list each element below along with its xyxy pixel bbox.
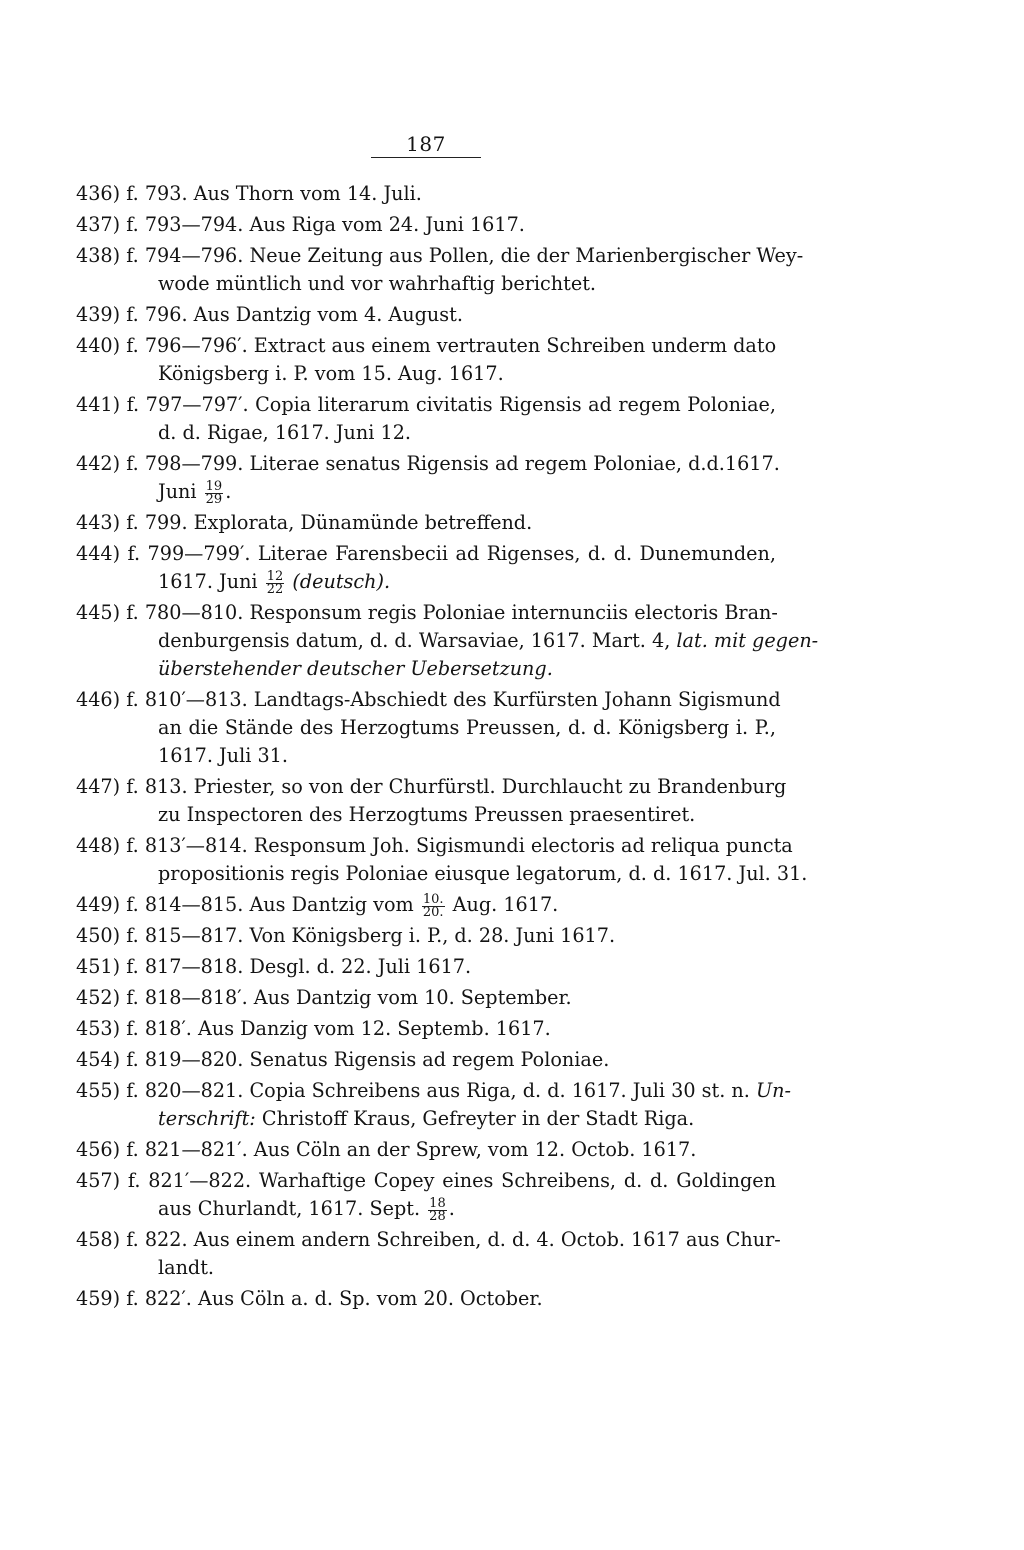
entry-line-continued: propositionis regis Poloniae eiusque legatorum, d. d. 1617. Jul. 31. xyxy=(158,862,808,885)
entry-line-continued: 1617. Juli 31. xyxy=(158,744,288,767)
entry-446 xyxy=(76,686,781,770)
entry-line: 452) f. 818—818′. Aus Dantzig vom 10. September. xyxy=(76,986,572,1009)
entry-line: 458) f. 822. Aus einem andern Schreiben, d. d. 4. Octob. 1617 aus Chur- xyxy=(76,1228,781,1251)
date-text: aus Churlandt, 1617. Sept. xyxy=(158,1197,421,1220)
entry-line: 444) f. 799—799′. Literae Farensbecii ad Rigenses, d. d. Dunemunden, xyxy=(76,542,776,565)
language-note: lat. mit gegen- xyxy=(676,629,819,652)
entry-459 xyxy=(76,1285,776,1313)
entry-442 xyxy=(76,450,780,507)
entry-text: 455) f. 820—821. Copia Schreibens aus Riga, d. d. 1617. Juli 30 st. n. xyxy=(76,1079,750,1102)
entry-line: 441) f. 797—797′. Copia literarum civitatis Rigensis ad regem Poloniae, xyxy=(76,393,776,416)
fraction-denominator: 29 xyxy=(205,491,223,507)
entry-line-continued xyxy=(76,627,819,655)
entry-line: 454) f. 819—820. Senatus Rigensis ad regem Poloniae. xyxy=(76,1048,610,1071)
entry-text: 449) f. 814—815. Aus Dantzig vom xyxy=(76,893,414,916)
fraction-denominator: 28 xyxy=(429,1208,446,1224)
date-tail: . xyxy=(225,480,232,503)
entry-line-continued xyxy=(76,1105,776,1133)
fraction-numerator: 12 xyxy=(266,568,284,584)
entry-458 xyxy=(76,1226,781,1282)
entry-452 xyxy=(76,984,776,1012)
entry-line-continued: an die Stände des Herzogtums Preussen, d. d. Königsberg i. P., xyxy=(158,716,776,739)
entry-line: 451) f. 817—818. Desgl. d. 22. Juli 1617. xyxy=(76,955,472,978)
date-tail: . xyxy=(448,1197,455,1220)
entry-441 xyxy=(76,391,776,447)
entry-436 xyxy=(76,180,776,208)
entry-line xyxy=(76,1077,792,1105)
fraction-denominator: 22 xyxy=(266,581,284,597)
entry-line: 436) f. 793. Aus Thorn vom 14. Juli. xyxy=(76,182,422,205)
date-text: Juni xyxy=(158,480,197,503)
entry-439 xyxy=(76,301,776,329)
entry-list xyxy=(76,180,819,1316)
fraction-numerator: 18 xyxy=(429,1195,446,1211)
entry-456 xyxy=(76,1136,776,1164)
entry-line: 456) f. 821—821′. Aus Cöln an der Sprew, vom 12. Octob. 1617. xyxy=(76,1138,697,1161)
entry-line: 459) f. 822′. Aus Cöln a. d. Sp. vom 20. October. xyxy=(76,1287,543,1310)
entry-447 xyxy=(76,773,787,829)
entry-line: 453) f. 818′. Aus Danzig vom 12. Septemb. 1617. xyxy=(76,1017,551,1040)
date-fraction xyxy=(428,1195,447,1224)
entry-443 xyxy=(76,509,776,537)
fraction-numerator: 10. xyxy=(422,891,444,907)
entry-line xyxy=(76,891,776,919)
entry-line-continued: zu Inspectoren des Herzogtums Preussen praesentiret. xyxy=(158,803,696,826)
language-note: (deutsch). xyxy=(292,570,391,593)
signature-label: terschrift: xyxy=(158,1107,256,1130)
entry-line: 437) f. 793—794. Aus Riga vom 24. Juni 1617. xyxy=(76,213,525,236)
date-tail: Aug. 1617. xyxy=(452,893,559,916)
entry-line-continued xyxy=(76,1195,776,1223)
entry-line: 445) f. 780—810. Responsum regis Poloniae internunciis electoris Bran- xyxy=(76,601,778,624)
entry-line-continued: landt. xyxy=(158,1256,215,1279)
date-text: 1617. Juni xyxy=(158,570,258,593)
entry-438 xyxy=(76,242,804,298)
entry-455 xyxy=(76,1077,792,1133)
entry-450 xyxy=(76,922,776,950)
entry-line: 440) f. 796—796′. Extract aus einem vertrauten Schreiben underm dato xyxy=(76,334,777,357)
entry-448 xyxy=(76,832,808,888)
date-fraction xyxy=(205,478,224,507)
entry-line: 442) f. 798—799. Literae senatus Rigensis ad regem Poloniae, d.d.1617. xyxy=(76,452,780,475)
entry-457 xyxy=(76,1167,776,1223)
entry-453 xyxy=(76,1015,776,1043)
entry-line: 457) f. 821′—822. Warhaftige Copey eines Schreibens, d. d. Goldingen xyxy=(76,1169,776,1192)
entry-line: 438) f. 794—796. Neue Zeitung aus Pollen, die der Marienbergischer Wey- xyxy=(76,244,804,267)
entry-440 xyxy=(76,332,776,388)
entry-437 xyxy=(76,211,776,239)
entry-449 xyxy=(76,891,776,919)
date-fraction xyxy=(422,891,445,920)
entry-text: Christoff Kraus, Gefreyter in der Stadt Riga. xyxy=(261,1107,695,1130)
fraction-denominator: 20. xyxy=(422,904,444,920)
entry-line: 447) f. 813. Priester, so von der Churfürstl. Durchlaucht zu Brandenburg xyxy=(76,775,787,798)
entry-line: 446) f. 810′—813. Landtags-Abschiedt des Kurfürsten Johann Sigismund xyxy=(76,688,781,711)
entry-line-continued: Königsberg i. P. vom 15. Aug. 1617. xyxy=(158,362,504,385)
entry-line-continued: wode müntlich und vor wahrhaftig berichtet. xyxy=(158,272,597,295)
fraction-numerator: 19 xyxy=(205,478,223,494)
entry-line-continued: überstehender deutscher Uebersetzung. xyxy=(158,657,553,680)
page-number: 187 xyxy=(406,132,446,156)
entry-text: denburgensis datum, d. d. Warsaviae, 1617. Mart. 4, xyxy=(158,629,671,652)
entry-line-continued xyxy=(76,568,776,596)
entry-line-continued xyxy=(76,478,776,506)
entry-line: 439) f. 796. Aus Dantzig vom 4. August. xyxy=(76,303,463,326)
entry-444 xyxy=(76,540,776,596)
entry-454 xyxy=(76,1046,776,1074)
entry-445 xyxy=(76,599,819,683)
entry-line: 448) f. 813′—814. Responsum Joh. Sigismundi electoris ad reliqua puncta xyxy=(76,834,793,857)
entry-line: 450) f. 815—817. Von Königsberg i. P., d. 28. Juni 1617. xyxy=(76,924,616,947)
date-fraction xyxy=(266,568,285,597)
entry-line-continued: d. d. Rigae, 1617. Juni 12. xyxy=(158,421,412,444)
page-number-rule xyxy=(371,157,481,158)
entry-451 xyxy=(76,953,776,981)
signature-label: Un- xyxy=(756,1079,792,1102)
entry-line: 443) f. 799. Explorata, Dünamünde betreffend. xyxy=(76,511,533,534)
